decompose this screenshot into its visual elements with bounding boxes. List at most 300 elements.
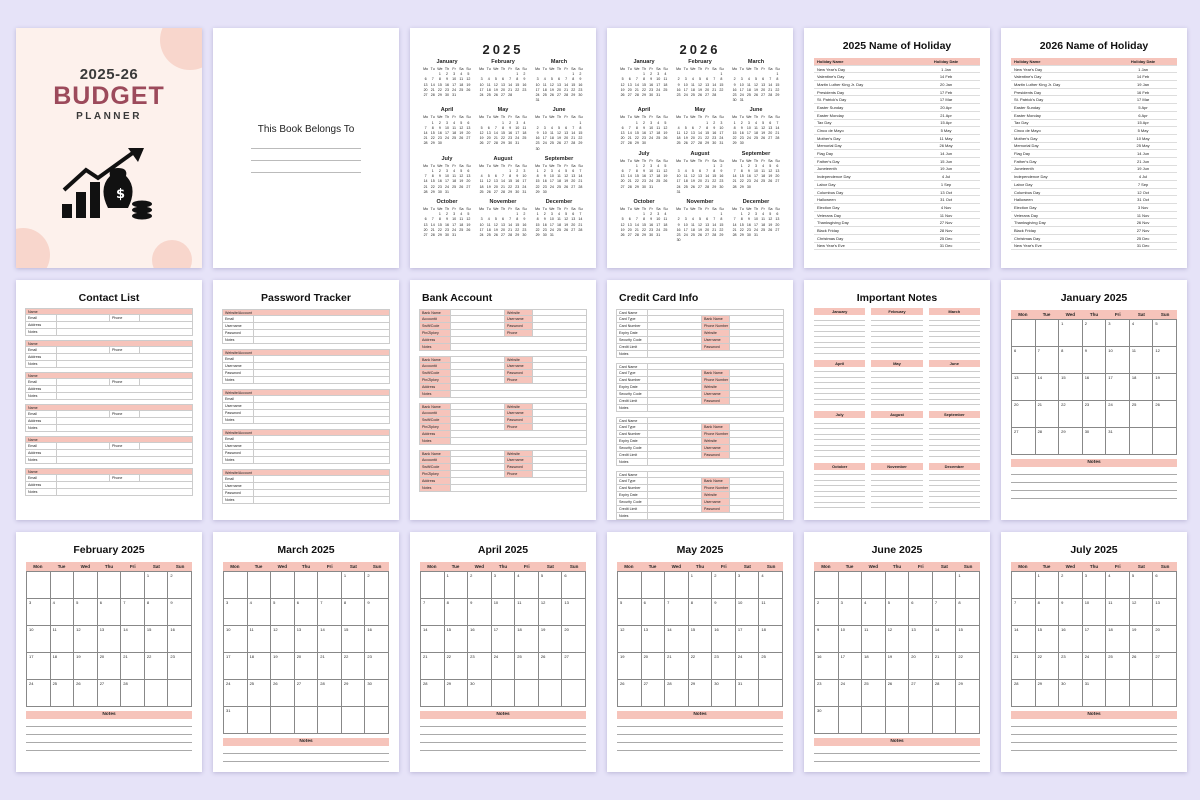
- holiday-row: [814, 120, 980, 128]
- day-number: 18: [486, 87, 491, 92]
- weekday-name: Thu: [498, 564, 508, 569]
- holiday-row: [814, 96, 980, 104]
- contact-email-row: [25, 443, 193, 450]
- field-space: [253, 490, 389, 496]
- password-row: [222, 483, 390, 490]
- day-cell: 1: [1059, 320, 1083, 347]
- bank-title: Bank Account: [422, 292, 493, 304]
- day-number: 14: [627, 174, 632, 179]
- weekday-letter: Mo: [732, 67, 738, 71]
- day-number: 6: [487, 125, 490, 130]
- day-number: 7: [698, 125, 701, 130]
- weekday-name: Tue: [1042, 312, 1051, 317]
- day-number: 13: [620, 174, 625, 179]
- day-cell: 29: [1036, 680, 1060, 707]
- day-number: 30: [641, 184, 646, 189]
- write-line: [251, 172, 361, 173]
- phone-label: Phone: [109, 411, 139, 417]
- day-number: 19: [620, 227, 625, 232]
- holiday-date: 17 Mar: [939, 97, 953, 103]
- day-cell: 25: [515, 653, 539, 680]
- field-label: Notes: [619, 406, 629, 410]
- holiday-row: [814, 112, 980, 120]
- weekday-name: Mon: [1018, 564, 1028, 569]
- website-label: Website/Account: [223, 430, 389, 435]
- day-number: 4: [754, 120, 757, 125]
- holiday-date: 6 Apr: [1138, 112, 1148, 118]
- important-month: [929, 308, 980, 354]
- day-number: 17: [753, 174, 758, 179]
- contact-email-row: [25, 347, 193, 354]
- day-cell: 14: [1012, 626, 1036, 653]
- write-line: [929, 400, 980, 406]
- day-number: 7: [733, 169, 736, 174]
- day-cell: 20: [909, 653, 933, 680]
- day-cell: 22: [145, 653, 169, 680]
- day-number: 6: [691, 125, 694, 130]
- day-number: 19: [697, 87, 702, 92]
- weekday-letter: Su: [522, 207, 527, 212]
- mini-month-days: [478, 207, 528, 238]
- credit-row: [616, 417, 784, 424]
- day-cell: 28: [665, 680, 689, 707]
- day-number: 16: [719, 174, 724, 179]
- day-number: 20: [620, 179, 625, 184]
- password-row: [222, 457, 390, 464]
- holiday-name: Martin Luther King Jr. Day: [817, 81, 864, 87]
- day-number: 10: [719, 125, 724, 130]
- day-number: 6: [769, 120, 772, 125]
- field-space: [647, 384, 701, 390]
- field-label: Card Name: [619, 418, 638, 423]
- credit-row: [616, 309, 784, 316]
- day-number: 16: [437, 131, 442, 136]
- holiday-row: [1011, 104, 1177, 112]
- day-number: 28: [634, 233, 639, 238]
- holiday-row: [1011, 166, 1177, 174]
- bank-block: [419, 356, 587, 398]
- weekday-letter: Mo: [479, 207, 485, 212]
- weekday-letter: Sa: [712, 158, 717, 163]
- day-cell: 13: [98, 626, 122, 653]
- day-cell: 19: [886, 653, 910, 680]
- password-block: [222, 389, 390, 424]
- holiday-date: 21 Jun: [1137, 158, 1150, 164]
- month-calendar: [420, 562, 586, 707]
- day-cell: [1012, 572, 1036, 599]
- day-cell: 23: [468, 653, 492, 680]
- day-number: 24: [549, 184, 554, 189]
- day-cell: 22: [1036, 653, 1060, 680]
- phone-space: [139, 379, 192, 385]
- weekday-letter: Fr: [649, 67, 653, 71]
- day-number: 16: [676, 227, 681, 232]
- field-space: [56, 322, 192, 328]
- day-cell: [271, 707, 295, 734]
- weekday-letter: Mo: [423, 67, 429, 71]
- day-number: 4: [691, 77, 694, 82]
- day-number: 30: [542, 189, 547, 194]
- field-label: Pin/Zipkey: [420, 424, 450, 430]
- bank-row: [419, 464, 587, 471]
- day-number: 19: [761, 131, 766, 136]
- day-number: 28: [732, 233, 737, 238]
- right-field-label: Phone Number: [701, 377, 729, 383]
- field-space: [647, 418, 783, 423]
- weekday-letter: Sa: [712, 115, 717, 120]
- holiday-name: Labor Day: [817, 181, 836, 187]
- day-number: 15: [437, 82, 442, 87]
- weekday-letter: Tu: [683, 158, 688, 163]
- weekday-letter: Sa: [571, 207, 576, 212]
- bank-block: [419, 309, 587, 351]
- day-number: 25: [761, 227, 766, 232]
- field-label: Notes: [420, 438, 450, 444]
- field-label: Bank Name: [420, 404, 450, 409]
- field-label: Pin/Zipkey: [420, 377, 450, 383]
- weekday-letter: Su: [522, 115, 527, 120]
- field-space: [647, 452, 701, 458]
- holiday-name: Easter Sunday: [817, 104, 844, 110]
- weekday-letter: Sa: [656, 207, 661, 212]
- day-cell: 26: [618, 680, 642, 707]
- day-cell: 1: [1036, 572, 1060, 599]
- notes-line: [1011, 727, 1177, 735]
- day-number: 1: [713, 163, 716, 168]
- holiday-header-row: [814, 58, 980, 66]
- day-cell: 30: [712, 680, 736, 707]
- field-space: [56, 361, 192, 367]
- day-number: 13: [768, 125, 773, 130]
- day-cell: 11: [1130, 347, 1154, 374]
- weekday-name: Sun: [766, 564, 776, 569]
- day-number: 2: [642, 120, 645, 125]
- phone-space: [139, 315, 192, 321]
- day-number: 13: [705, 222, 710, 227]
- day-number: 10: [452, 217, 457, 222]
- bank-row: [419, 344, 587, 351]
- day-number: 7: [635, 77, 638, 82]
- credit-row: [616, 377, 784, 384]
- day-number: 9: [509, 125, 512, 130]
- day-number: 20: [423, 87, 428, 92]
- day-number: 9: [438, 174, 441, 179]
- day-number: 27: [620, 141, 625, 146]
- field-space: [729, 478, 783, 484]
- day-number: 14: [508, 222, 513, 227]
- day-number: 19: [690, 179, 695, 184]
- day-number: 28: [508, 233, 513, 238]
- day-cell: 27: [562, 653, 586, 680]
- day-number: 10: [656, 77, 661, 82]
- field-space: [450, 391, 586, 397]
- day-cell: 3: [839, 599, 863, 626]
- day-cell: [121, 572, 145, 599]
- day-cell: 30: [815, 707, 839, 734]
- day-cell: 23: [712, 653, 736, 680]
- day-number: 30: [649, 93, 654, 98]
- day-cell: 26: [271, 680, 295, 707]
- day-cell: 24: [1083, 653, 1107, 680]
- right-field-label: Username: [701, 445, 729, 451]
- day-number: 11: [452, 174, 456, 179]
- day-cell: 14: [933, 626, 957, 653]
- day-number: 4: [691, 217, 694, 222]
- day-number: 1: [572, 72, 575, 77]
- weekday-letter: Mo: [620, 67, 626, 71]
- field-space: [532, 377, 586, 383]
- day-cell: 16: [815, 653, 839, 680]
- field-space: [729, 452, 783, 458]
- field-label: Address: [420, 478, 450, 484]
- day-number: 21: [564, 87, 569, 92]
- field-space: [532, 464, 586, 470]
- right-field-label: Username: [504, 410, 532, 416]
- day-cell: 22: [689, 653, 713, 680]
- day-number: 28: [627, 141, 632, 146]
- password-blocks: [213, 309, 399, 504]
- weekday-letter: Sa: [571, 115, 576, 120]
- mini-month: [675, 107, 725, 146]
- day-number: 10: [479, 222, 484, 227]
- day-number: 6: [628, 77, 631, 82]
- day-number: 7: [776, 120, 779, 125]
- day-number: 21: [578, 179, 583, 184]
- weekday-name: Tue: [254, 564, 263, 569]
- day-number: 3: [453, 72, 456, 77]
- day-number: 28: [578, 184, 583, 189]
- day-number: 22: [500, 136, 505, 141]
- day-cell: 10: [224, 626, 248, 653]
- day-number: 21: [627, 136, 632, 141]
- field-space: [450, 478, 586, 484]
- day-number: 18: [656, 174, 661, 179]
- holiday-date: 31 Oct: [1137, 197, 1149, 203]
- mini-month-days: [675, 67, 725, 98]
- field-label: Credit Limit: [619, 507, 638, 511]
- day-cell: 17: [27, 653, 51, 680]
- field-label: Credit Limit: [619, 399, 638, 403]
- holiday-date: 11 Nov: [939, 212, 953, 218]
- day-number: 16: [649, 82, 654, 87]
- day-number: 27: [564, 141, 569, 146]
- field-space: [450, 384, 586, 390]
- day-number: 11: [452, 125, 456, 130]
- day-number: 6: [494, 174, 497, 179]
- day-number: 26: [564, 227, 569, 232]
- day-number: 3: [453, 212, 456, 217]
- day-number: 11: [542, 82, 547, 87]
- day-number: 13: [761, 82, 766, 87]
- day-number: 16: [508, 131, 513, 136]
- field-space: [647, 330, 701, 336]
- weekday-letter: Mo: [732, 115, 738, 120]
- field-space: [56, 393, 192, 399]
- field-label: Notes: [619, 352, 629, 356]
- day-number: 28: [423, 141, 428, 146]
- day-number: 1: [438, 212, 441, 217]
- weekday-letter: Fr: [564, 207, 568, 212]
- day-number: 20: [466, 179, 471, 184]
- day-number: 20: [627, 87, 632, 92]
- holiday-name: Cinco de Mayo: [817, 128, 844, 134]
- day-number: 15: [641, 82, 646, 87]
- holiday-date: 13 Oct: [940, 189, 952, 195]
- day-cell: 24: [27, 680, 51, 707]
- holiday-name: Presidents Day: [817, 89, 845, 95]
- password-row: [222, 323, 390, 330]
- notes-line: [1011, 743, 1177, 751]
- email-label: Email: [28, 316, 37, 320]
- field-space: [450, 431, 586, 437]
- day-cell: 30: [1083, 428, 1107, 455]
- bank-row: [419, 377, 587, 384]
- day-number: 12: [493, 82, 498, 87]
- day-number: 19: [564, 222, 569, 227]
- day-cell: 20: [98, 653, 122, 680]
- bank-row: [419, 356, 587, 363]
- day-cell: [98, 572, 122, 599]
- field-space: [56, 425, 192, 431]
- day-number: 10: [515, 125, 520, 130]
- holiday-row: [814, 189, 980, 197]
- field-label: Card Type: [619, 479, 636, 483]
- weekday-letter: Mo: [620, 158, 626, 163]
- mini-month-name: May: [497, 107, 509, 114]
- mini-month: [731, 107, 781, 146]
- day-number: 26: [493, 93, 498, 98]
- weekday-name: Wed: [671, 564, 681, 569]
- day-cell: 11: [515, 599, 539, 626]
- day-number: 5: [494, 217, 497, 222]
- day-number: 12: [466, 77, 471, 82]
- field-label: Card Number: [619, 432, 641, 436]
- weekday-name: Thu: [1089, 312, 1099, 317]
- weekday-letter: Th: [753, 158, 759, 163]
- contact-block: [25, 404, 193, 432]
- day-number: 7: [579, 212, 582, 217]
- day-number: 7: [579, 169, 582, 174]
- day-cell: 4: [1106, 572, 1130, 599]
- day-cell: 12: [886, 626, 910, 653]
- weekday-name: Tue: [845, 564, 854, 569]
- day-number: 28: [508, 93, 513, 98]
- mini-month: [478, 59, 528, 103]
- weekday-name: Thu: [892, 564, 902, 569]
- bank-row: [419, 391, 587, 398]
- day-number: 17: [683, 227, 688, 232]
- day-number: 12: [768, 169, 773, 174]
- day-number: 11: [557, 174, 561, 179]
- write-line: [871, 348, 922, 354]
- day-number: 2: [720, 163, 723, 168]
- day-number: 3: [740, 77, 743, 82]
- col-holiday-name: Holiday Name: [1014, 58, 1041, 64]
- mini-month-name: November: [489, 199, 517, 206]
- holiday-name: Columbus Day: [1014, 189, 1041, 195]
- right-field-label: Website: [504, 404, 532, 409]
- day-cell: [318, 707, 342, 734]
- day-cell: 27: [909, 680, 933, 707]
- day-number: 11: [479, 179, 484, 184]
- day-number: 17: [452, 222, 457, 227]
- weekday-letter: We: [746, 158, 752, 163]
- holiday-name: Thanksgiving Day: [817, 220, 849, 226]
- mini-month: [731, 151, 781, 195]
- holiday-row: [814, 212, 980, 220]
- day-cell: [1153, 680, 1177, 707]
- belongs-label: This Book Belongs To: [257, 124, 355, 135]
- day-number: 18: [556, 222, 561, 227]
- day-number: 16: [437, 179, 442, 184]
- weekday-name: Thu: [301, 564, 311, 569]
- day-number: 13: [564, 131, 569, 136]
- weekday-letter: Fr: [705, 207, 709, 212]
- day-cell: 31: [736, 680, 760, 707]
- day-number: 29: [437, 93, 442, 98]
- month-title: July 2025: [1070, 544, 1118, 556]
- password-row: [222, 363, 390, 370]
- weekday-name: Mon: [230, 564, 240, 569]
- important-month-header: September: [929, 411, 980, 418]
- email-space: [56, 443, 109, 449]
- holiday-row: [1011, 96, 1177, 104]
- day-number: 7: [565, 77, 568, 82]
- day-cell: 18: [1106, 626, 1130, 653]
- name-label: Name: [26, 437, 192, 442]
- holiday-row: [814, 219, 980, 227]
- day-number: 2: [713, 120, 716, 125]
- field-label: Card Name: [619, 472, 638, 477]
- mini-month-days: [731, 67, 781, 103]
- weekday-name: Fri: [1114, 312, 1121, 317]
- day-number: 5: [621, 77, 624, 82]
- day-number: 2: [543, 212, 546, 217]
- mini-month: [675, 151, 725, 195]
- day-number: 4: [460, 72, 463, 77]
- day-number: 27: [571, 184, 576, 189]
- day-number: 31: [649, 184, 654, 189]
- holiday-date: 4 Nov: [940, 204, 952, 210]
- year-months-grid: [410, 57, 596, 240]
- mini-month: [619, 59, 669, 103]
- weekday-letter: Mo: [535, 67, 541, 71]
- day-number: 24: [535, 93, 540, 98]
- day-cell: [886, 572, 910, 599]
- weekday-letter: We: [634, 158, 640, 163]
- day-number: 14: [578, 217, 583, 222]
- mini-month-days: [675, 207, 725, 243]
- day-number: 7: [628, 169, 631, 174]
- weekday-letter: Fr: [508, 163, 512, 168]
- mini-month-name: December: [742, 199, 770, 206]
- field-space: [729, 445, 783, 451]
- day-number: 5: [698, 77, 701, 82]
- day-number: 24: [683, 93, 688, 98]
- day-number: 13: [466, 174, 471, 179]
- mini-month: [478, 107, 528, 151]
- field-space: [729, 438, 783, 444]
- right-field-label: Website: [504, 451, 532, 456]
- day-cell: 18: [515, 626, 539, 653]
- day-number: 9: [677, 222, 680, 227]
- day-cell: 2: [1083, 320, 1107, 347]
- day-number: 18: [676, 136, 681, 141]
- day-cell: 29: [342, 680, 366, 707]
- weekday-letter: Sa: [656, 115, 661, 120]
- notes-label: Notes: [420, 711, 586, 719]
- day-number: 2: [543, 169, 546, 174]
